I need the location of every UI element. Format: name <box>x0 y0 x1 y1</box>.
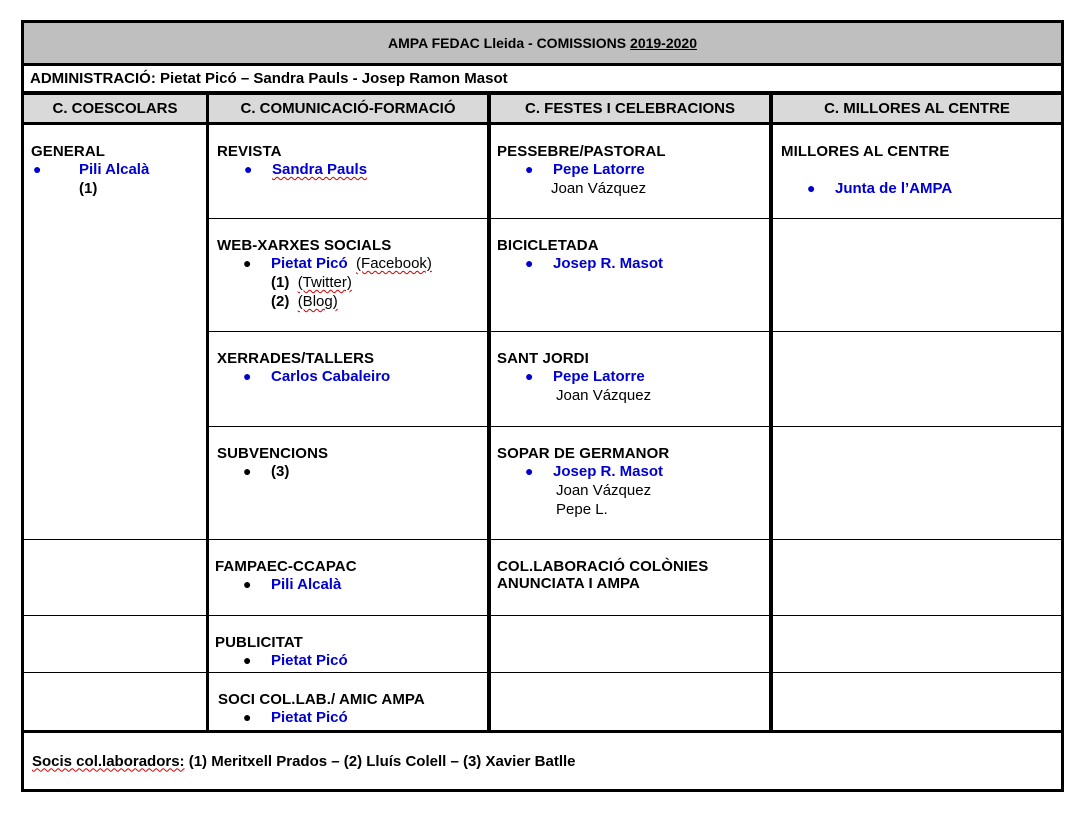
lead-name: Josep R. Masot <box>553 255 664 272</box>
section-title: SANT JORDI <box>497 350 589 367</box>
bullet-icon: ● <box>525 463 534 479</box>
lead-name: Pietat Picó <box>271 709 348 726</box>
bullet-icon: ● <box>33 161 42 177</box>
bullet-icon: ● <box>243 652 252 668</box>
document-title <box>24 23 1061 63</box>
column-header-coescolars: C. COESCOLARS <box>24 95 206 122</box>
coescolars-general-cell <box>31 143 201 198</box>
title-year: 2019-2020 <box>630 35 697 51</box>
lead-name: Sandra Pauls <box>272 161 368 178</box>
document-frame <box>21 20 1064 792</box>
member-name: Joan Vázquez <box>551 180 647 197</box>
row-divider <box>24 672 1061 673</box>
bullet-icon: ● <box>525 255 534 271</box>
bullet-icon: ● <box>243 463 252 479</box>
divider <box>21 122 1064 125</box>
bullet-icon: ● <box>243 709 252 725</box>
bullet-icon: ● <box>243 255 252 271</box>
pessebre-cell <box>497 143 765 198</box>
member-num: (2) <box>271 293 290 310</box>
section-title: FAMPAEC-CCAPAC <box>215 558 357 575</box>
column-divider <box>206 93 209 733</box>
section-title: WEB-XARXES SOCIALS <box>217 237 392 254</box>
lead-name: Pietat Picó <box>271 255 348 272</box>
subvencions-cell <box>217 445 482 481</box>
member-num: (1) <box>271 274 290 291</box>
note: (1) <box>79 180 98 197</box>
section-title: MILLORES AL CENTRE <box>781 143 950 160</box>
bullet-icon: ● <box>243 368 252 384</box>
bullet-icon: ● <box>525 161 534 177</box>
member-note: (Twitter) <box>297 274 352 291</box>
sant-jordi-cell <box>497 350 765 405</box>
lead-name: Carlos Cabaleiro <box>271 368 391 385</box>
revista-cell <box>217 143 482 179</box>
section-title: XERRADES/TALLERS <box>217 350 375 367</box>
member-name: Joan Vázquez <box>556 482 652 499</box>
lead-name: (3) <box>271 463 290 480</box>
row-divider <box>24 539 1061 540</box>
admin-members: Pietat Picó – Sandra Pauls - Josep Ramon Masot <box>160 70 508 87</box>
member-name: Pepe L. <box>556 501 608 518</box>
lead-name: Josep R. Masot <box>553 463 664 480</box>
lead-name: Pili Alcalà <box>271 576 342 593</box>
row-divider <box>209 426 1061 427</box>
footer-row <box>24 733 1061 789</box>
section-title: GENERAL <box>31 143 106 160</box>
millores-cell <box>781 143 1056 198</box>
column-header-millores: C. MILLORES AL CENTRE <box>773 95 1061 122</box>
admin-label: ADMINISTRACIÓ: <box>30 70 156 87</box>
lead-note: (Facebook) <box>356 255 432 272</box>
fampaec-cell <box>215 558 482 594</box>
section-title: PUBLICITAT <box>215 634 303 651</box>
title-main: AMPA FEDAC Lleida - COMISSIONS <box>388 35 627 51</box>
section-title: SUBVENCIONS <box>217 445 329 462</box>
bullet-icon: ● <box>243 576 252 592</box>
section-title: SOCI COL.LAB./ AMIC AMPA <box>218 691 425 708</box>
admin-row <box>24 66 1061 91</box>
member-name: Joan Vázquez <box>556 387 652 404</box>
sopar-cell <box>497 445 765 519</box>
row-divider <box>209 218 1061 219</box>
soci-col-lab-cell <box>218 691 483 727</box>
member-note: (Blog) <box>297 293 338 310</box>
column-divider <box>769 93 773 733</box>
section-title: PESSEBRE/PASTORAL <box>497 143 666 160</box>
bullet-icon: ● <box>244 161 253 177</box>
bicicletada-cell <box>497 237 765 273</box>
section-title: SOPAR DE GERMANOR <box>497 445 670 462</box>
lead-name: Pepe Latorre <box>553 161 645 178</box>
bullet-icon: ● <box>525 368 534 384</box>
column-divider <box>487 93 491 733</box>
row-divider <box>24 615 1061 616</box>
colonies-cell <box>497 558 765 592</box>
section-title: REVISTA <box>217 143 282 160</box>
section-title: COL.LABORACIÓ COLÒNIES <box>497 558 709 575</box>
footer-label: Socis col.laboradors: <box>32 752 185 770</box>
publicitat-cell <box>215 634 482 670</box>
lead-name: Pili Alcalà <box>79 161 150 178</box>
section-title: ANUNCIATA I AMPA <box>497 575 640 592</box>
xerrades-cell <box>217 350 482 386</box>
row-divider <box>209 331 1061 332</box>
column-header-festes: C. FESTES I CELEBRACIONS <box>491 95 769 122</box>
section-title: BICICLETADA <box>497 237 599 254</box>
lead-name: Junta de l’AMPA <box>835 180 953 197</box>
lead-name: Pietat Picó <box>271 652 348 669</box>
footer-text: (1) Meritxell Prados – (2) Lluís Colell – (3) Xavier Batlle <box>188 752 576 770</box>
column-header-comunicacio: C. COMUNICACIÓ-FORMACIÓ <box>209 95 487 122</box>
web-xarxes-cell <box>217 237 482 311</box>
bullet-icon: ● <box>807 180 816 196</box>
lead-name: Pepe Latorre <box>553 368 645 385</box>
